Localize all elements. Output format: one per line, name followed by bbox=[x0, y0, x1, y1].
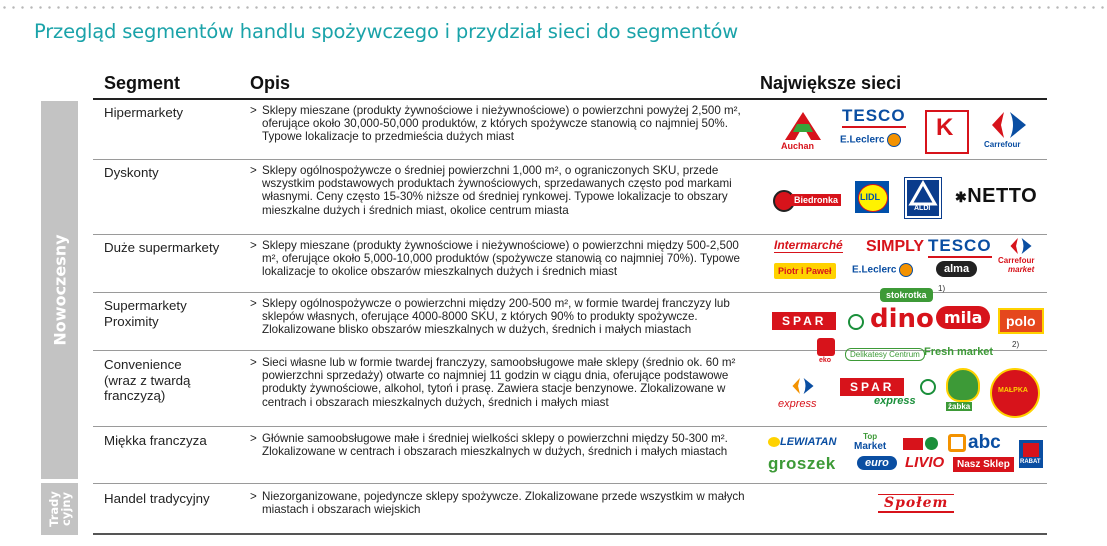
logo-carrefour: Carrefour bbox=[978, 110, 1038, 152]
logo-eleclerc: E.Leclerc bbox=[840, 133, 901, 147]
logo-kaufland: K bbox=[925, 110, 969, 154]
desc-supermarkety-proximity: > Sklepy ogólnospożywcze o powierzchni między 200-500 m², w formie twardej franczyzy lub sklepów własnych, oferujące 4000-8000 SKU, z których 90% to produkty spożywcze. Zlokalizowane blisko obszarów mieszkalnych w dużych, średnich i małych miastach bbox=[250, 297, 730, 337]
desc-convenience: > Sieci własne lub w formie twardej franczyzy, samoobsługowe małe sklepy (średnio ok. 60 m² powierzchni sprzedaży) otwarte co najmniej 11 godzin w ciągu dnia, oferujące podstawowe produkty żywnościowe, alkohol, tytoń i prasę. Zawiera stacje benzynowe. Zlokalizowane w centrach i obszarach mieszkalnych dużych, średnich i małych miast bbox=[250, 356, 736, 409]
logo-stokrotka: stokrotka bbox=[880, 288, 933, 302]
logo-delikatesy-centrum: Delikatesy Centrum bbox=[845, 348, 925, 361]
logo-carrefour-market: Carrefour market bbox=[996, 236, 1046, 280]
logo-aldi: ALDI bbox=[905, 178, 941, 218]
side-label-modern-text: Nowoczesny bbox=[50, 234, 69, 346]
logo-livio: LIVIO bbox=[905, 454, 945, 471]
logo-netto: ✱NETTO bbox=[955, 185, 1038, 207]
header-segment: Segment bbox=[104, 73, 181, 93]
logo-malpka: MAŁPKA bbox=[990, 368, 1040, 418]
header-opis: Opis bbox=[250, 73, 291, 93]
logo-nasz-sklep: Nasz Sklep bbox=[953, 457, 1014, 472]
row-separator bbox=[93, 426, 1047, 427]
desc-handel-tradycyjny: > Niezorganizowane, pojedyncze sklepy spożywcze. Zlokalizowane przede wszystkim w małych miastach i obszarach wiejskich bbox=[250, 490, 745, 517]
desc-miekka-franczyza: > Głównie samoobsługowe małe i średniej wielkości sklepy o powierzchni między 50-300 m². Zlokalizowane w centrach i obszarach mieszkalnych w dużych, średnich i małych miastach bbox=[250, 432, 728, 459]
logo-sasiad bbox=[903, 436, 939, 452]
logo-spar-express: SPAR express bbox=[840, 378, 940, 410]
logo-eko: eko bbox=[813, 338, 841, 366]
logo-auchan: Auchan bbox=[777, 110, 829, 154]
logo-lewiatan: LEWIATAN bbox=[768, 436, 836, 448]
segment-duze-supermarkety: Duże supermarkety bbox=[104, 240, 220, 255]
side-label-modern bbox=[41, 101, 78, 479]
logo-carrefour-express: express bbox=[776, 374, 836, 414]
page-title: Przegląd segmentów handlu spożywczego i przydział sieci do segmentów bbox=[34, 20, 739, 43]
logo-intermarche: Intermarché bbox=[774, 238, 843, 252]
logo-alma: alma bbox=[936, 261, 977, 277]
segment-miekka-franczyza: Miękka franczyza bbox=[104, 433, 207, 448]
side-label-traditional bbox=[41, 483, 78, 535]
logo-dino: dino bbox=[870, 304, 934, 334]
table-bottom-rule bbox=[93, 533, 1047, 535]
logo-eleclerc-2: E.Leclerc bbox=[852, 263, 913, 277]
logo-tesco-2: TESCO bbox=[928, 236, 992, 258]
logo-zabka: żabka bbox=[944, 368, 980, 414]
logo-groszek: groszek bbox=[768, 454, 836, 473]
row-separator bbox=[93, 483, 1047, 484]
logo-abc: abc bbox=[948, 432, 1001, 454]
desc-duze-supermarkety: > Sklepy mieszane (produkty żywnościowe i nieżywnościowe) o powierzchni między 500-2,500 m², oferujące około 5,000-10,000 produktów (spożywcze stanowią co najmniej 70%). Typowe lokalizacje to okolice obszarów mieszkalnych dużych i średnich miast bbox=[250, 239, 740, 279]
logo-piotr-i-pawel: Piotr i Paweł bbox=[774, 263, 836, 279]
segment-supermarkety-proximity: Supermarkety Proximity bbox=[104, 298, 187, 329]
row-separator bbox=[93, 159, 1047, 160]
segment-dyskonty: Dyskonty bbox=[104, 165, 159, 180]
segment-convenience: Convenience (wraz z twardą franczyzą) bbox=[104, 357, 191, 403]
logo-euro: euro bbox=[857, 456, 897, 470]
logo-lidl: LIDL bbox=[855, 181, 889, 213]
header-rule bbox=[93, 98, 1047, 100]
logo-biedronka: Biedronka bbox=[773, 184, 837, 214]
logo-tesco: TESCO bbox=[842, 106, 906, 128]
header-sieci: Największe sieci bbox=[760, 73, 902, 93]
row-separator bbox=[93, 234, 1047, 235]
logo-spar: SPAR bbox=[772, 312, 862, 330]
logo-rabat: RABAT bbox=[1019, 440, 1043, 468]
logo-top-market: Top Market bbox=[854, 432, 887, 452]
side-label-traditional-text: Trady cyjny bbox=[46, 491, 73, 527]
logo-polo: polo bbox=[998, 308, 1044, 334]
logo-spolem: Społem bbox=[878, 494, 954, 513]
desc-dyskonty: > Sklepy ogólnospożywcze o średniej powierzchni 1,000 m², o ograniczonych SKU, przede wszystkim podstawowych produktach żywnościowych, sprzedawanych często pod markami własnymi. Ceny często 15-30% niższe od średniej rynkowej. Typowe lokalizacje to obszary mieszkalne dużych i średnich miast, okolice centrum miasta bbox=[250, 164, 732, 217]
logo-mila: mila bbox=[936, 306, 990, 329]
logo-fresh-market: Fresh market bbox=[924, 346, 994, 358]
dotted-divider bbox=[0, 6, 1107, 9]
logo-simply: SIMPLY bbox=[866, 238, 925, 255]
desc-hipermarkety: > Sklepy mieszane (produkty żywnościowe i nieżywnościowe) o powierzchni powyżej 2,500 m², oferujące około 30,000-50,000 produktów, z których spożywcze stanowią co najmniej 50%. Typowe lokalizacje to przedmieścia dużych miast bbox=[250, 104, 741, 144]
footnote-2: 2) bbox=[1012, 340, 1020, 349]
footnote-1: 1) bbox=[938, 284, 946, 293]
segment-hipermarkety: Hipermarkety bbox=[104, 105, 184, 120]
segment-handel-tradycyjny: Handel tradycyjny bbox=[104, 491, 210, 506]
